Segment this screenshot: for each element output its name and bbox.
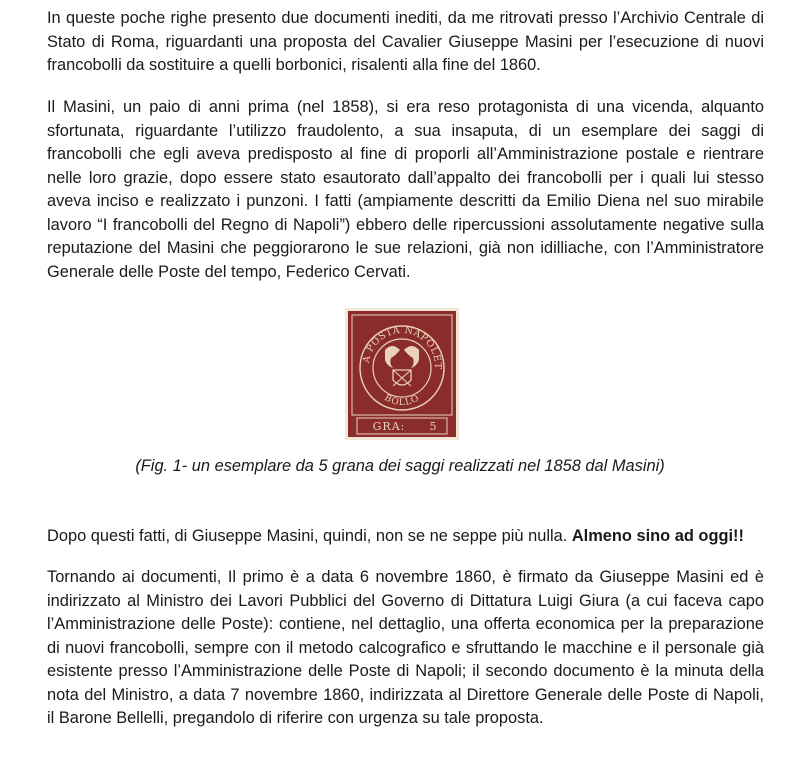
stamp-image <box>345 308 459 440</box>
paragraph-aftermath-text: Dopo questi fatti, di Giuseppe Masini, quindi, non se ne seppe più nulla. <box>47 527 572 545</box>
paragraph-aftermath-emphasis: Almeno sino ad oggi!! <box>571 527 744 545</box>
figure-caption: (Fig. 1- un esemplare da 5 grana dei saggi realizzati nel 1858 dal Masini) <box>135 457 665 475</box>
paragraph-intro: In queste poche righe presento due documenti inediti, da me ritrovati presso l’Archivio Centrale di Stato di Roma, riguardanti una proposta del Cavalier Giuseppe Masini per l’esecuzione di nuovi francobolli da sostituire a quelli borbonici, risalenti alla fine del 1860. <box>47 9 764 74</box>
stamp-value-label: GRA: <box>372 420 406 433</box>
paragraph-background: Il Masini, un paio di anni prima (nel 1858), si era reso protagonista di una vicenda, alquanto sfortunata, riguardante l’utilizzo fraudolento, a sua insaputa, di un esemplare dei saggi di francobolli che egli aveva predisposto al fine di proporli all’Amministrazione postale e rientrare nelle loro grazie, dopo essere stato esautorato dall’appalto dei francobolli per i quali lui stesso aveva inciso e realizzato i punzoni. I fatti (ampiamente descritti da Emilio Diena nel suo mirabile lavoro “I francobolli del Regno di Napoli”) ebbero delle ripercussioni assolutamente negative sulla reputazione del Masini che peggiorarono le sue relazioni, già non idilliache, con l’Amministratore Generale delle Poste del tempo, Federico Cervati. <box>47 98 764 281</box>
stamp-figure <box>345 308 459 440</box>
stamp-bottom-legend: BOLLO <box>382 393 422 409</box>
paragraph-aftermath <box>47 525 764 549</box>
stamp-top-legend: A POSTA NAPOLET <box>361 324 444 370</box>
stamp-value-number: 5 <box>429 420 437 433</box>
paragraph-documents: Tornando ai documenti, Il primo è a data 6 novembre 1860, è firmato da Giuseppe Masini ed è indirizzato al Ministro dei Lavori Pubblici del Governo di Dittatura Luigi Giura (a cui faceva capo l’Amministrazione delle Poste): contiene, nel dettaglio, una offerta economica per la preparazione di nuovi francobolli, sempre con il metodo calcografico e sfruttando le macchine e il personale già esistente presso l’Amministrazione delle Poste di Napoli; il secondo documento è la minuta della nota del Ministro, a data 7 novembre 1860, indirizzata al Direttore Generale delle Poste di Napoli, il Barone Bellelli, pregandolo di riferire con urgenza su tale proposta. <box>47 568 764 727</box>
